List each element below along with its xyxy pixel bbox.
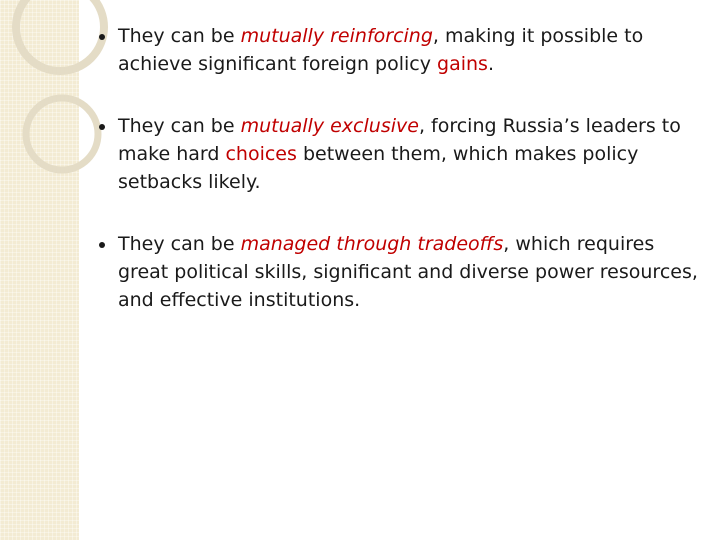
bullet-dot <box>99 242 105 248</box>
bullet-item-reinforcing <box>98 22 698 78</box>
bullet-dot <box>99 34 105 40</box>
bullet-text-lead: They can be <box>118 233 241 255</box>
bullet-text-body: , forcing Russia’s leaders to make hard <box>118 115 681 165</box>
bullet-dot <box>99 124 105 130</box>
bullet-text-tail: . <box>487 53 494 75</box>
bullet-emphasis: mutually reinforcing <box>240 25 433 47</box>
bullet-text-body: , making it possible to achieve significant foreign policy <box>118 25 644 75</box>
bullet-text-tail: , which requires great political skills, significant and diverse power resources, and effective institutions. <box>118 233 698 311</box>
bullet-highlight: gains <box>437 53 488 75</box>
bullet-highlight: choices <box>225 143 297 165</box>
bullet-emphasis: mutually exclusive <box>240 115 419 137</box>
bullet-item-exclusive <box>98 112 698 196</box>
bullet-text-lead: They can be <box>118 25 241 47</box>
bullet-emphasis: managed through tradeoffs <box>240 233 504 255</box>
decorative-ring-large <box>16 0 104 71</box>
bullet-text-lead: They can be <box>118 115 241 137</box>
decorative-ring-small <box>26 98 98 170</box>
bullet-item-tradeoffs <box>98 230 698 314</box>
bullet-text-tail: between them, which makes policy setbacks likely. <box>118 143 639 193</box>
bullet-list <box>98 22 698 348</box>
